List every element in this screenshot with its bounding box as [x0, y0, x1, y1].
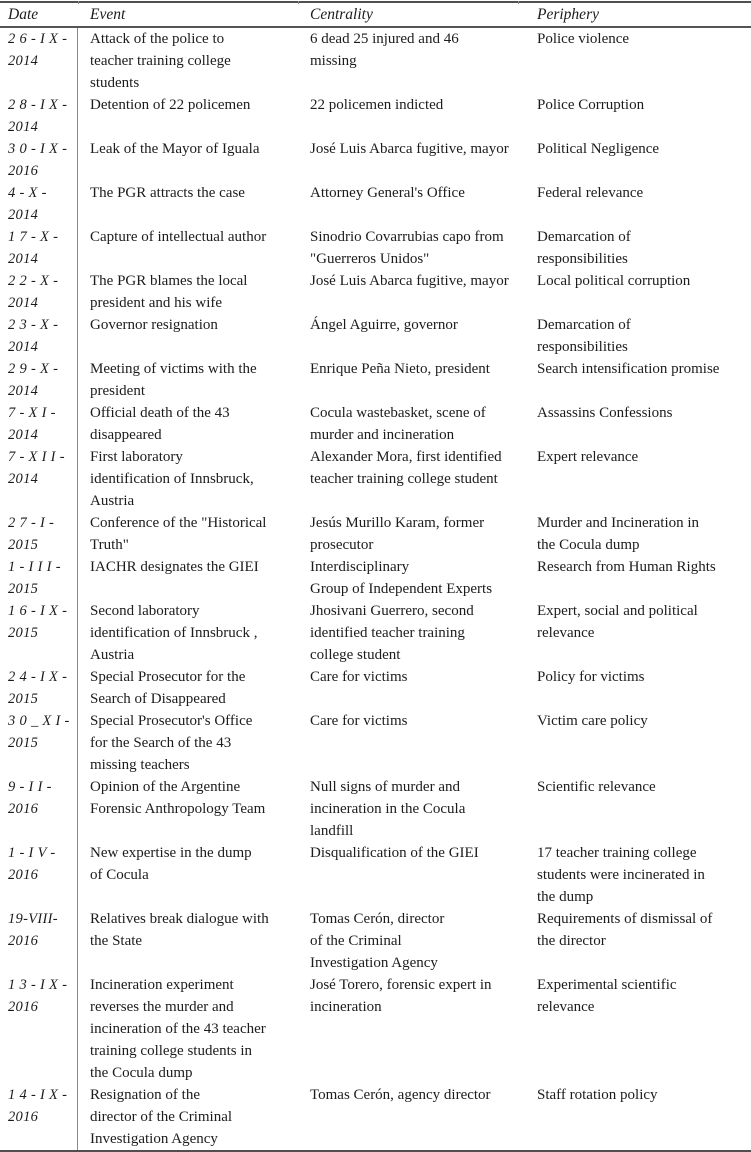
- date-cell: [0, 402, 78, 446]
- cell-line: of the Criminal: [310, 933, 402, 949]
- periphery-cell: [525, 556, 751, 600]
- periphery-cell: [525, 512, 751, 556]
- cell-line: 2014: [8, 207, 39, 223]
- event-cell: [78, 94, 298, 138]
- column-divider-tick: [78, 1, 79, 4]
- periphery-cell: [525, 666, 751, 710]
- cell-line: students were incinerated in: [537, 867, 705, 883]
- cell-line: Alexander Mora, first identified: [310, 449, 502, 465]
- cell-line: teacher training college: [90, 53, 231, 69]
- periphery-cell: [525, 908, 751, 974]
- date-cell: [0, 776, 78, 842]
- cell-line: 1 6 - I X -: [8, 603, 68, 619]
- table-header-row: [0, 3, 751, 28]
- event-cell: [78, 28, 298, 94]
- cell-line: 6 dead 25 injured and 46: [310, 31, 459, 47]
- cell-line: Group of Independent Experts: [310, 581, 493, 597]
- cell-line: 2 2 - X -: [8, 273, 59, 289]
- table-row: [0, 908, 751, 974]
- cell-line: identification of Innsbruck,: [90, 471, 254, 487]
- cell-line: Requirements of dismissal of: [537, 911, 713, 927]
- event-cell: [78, 842, 298, 908]
- cell-line: First laboratory: [90, 449, 183, 465]
- table-row: [0, 270, 751, 314]
- cell-line: 7 - X I I -: [8, 449, 65, 465]
- table-row: [0, 556, 751, 600]
- header-centrality: Centrality: [310, 6, 373, 23]
- table-row: [0, 512, 751, 556]
- event-cell: [78, 710, 298, 776]
- cell-line: Experimental scientific: [537, 977, 677, 993]
- cell-line: Expert, social and political: [537, 603, 698, 619]
- centrality-cell: [298, 314, 525, 358]
- cell-line: 3 0 _ X I -: [8, 713, 70, 729]
- cell-line: Opinion of the Argentine: [90, 779, 241, 795]
- date-cell: [0, 710, 78, 776]
- cell-line: 2016: [8, 801, 39, 817]
- centrality-cell: [298, 270, 525, 314]
- periphery-cell: [525, 226, 751, 270]
- event-cell: [78, 776, 298, 842]
- cell-line: Search of Disappeared: [90, 691, 226, 707]
- cell-line: Expert relevance: [537, 449, 639, 465]
- cell-line: 2016: [8, 867, 39, 883]
- cell-line: The PGR attracts the case: [90, 185, 245, 201]
- cell-line: 2015: [8, 691, 39, 707]
- cell-line: 2 9 - X -: [8, 361, 59, 377]
- event-cell: [78, 556, 298, 600]
- cell-line: college student: [310, 647, 401, 663]
- cell-line: 1 4 - I X -: [8, 1087, 68, 1103]
- cell-line: identified teacher training: [310, 625, 465, 641]
- cell-line: 3 0 - I X -: [8, 141, 68, 157]
- event-cell: [78, 314, 298, 358]
- date-cell: [0, 666, 78, 710]
- cell-line: 7 - X I -: [8, 405, 56, 421]
- cell-line: Ángel Aguirre, governor: [310, 317, 458, 333]
- table-row: [0, 776, 751, 842]
- cell-line: 1 - I I I -: [8, 559, 61, 575]
- centrality-cell: [298, 94, 525, 138]
- cell-line: Demarcation of: [537, 317, 631, 333]
- cell-line: teacher training college student: [310, 471, 498, 487]
- cell-line: for the Search of the 43: [90, 735, 232, 751]
- event-cell: [78, 512, 298, 556]
- cell-line: 2016: [8, 163, 39, 179]
- cell-line: responsibilities: [537, 339, 628, 355]
- centrality-cell: [298, 666, 525, 710]
- cell-line: 2 8 - I X -: [8, 97, 68, 113]
- cell-line: president and his wife: [90, 295, 223, 311]
- cell-line: 2016: [8, 999, 39, 1015]
- centrality-cell: [298, 600, 525, 666]
- table-row: [0, 974, 751, 1084]
- centrality-cell: [298, 908, 525, 974]
- cell-line: 2014: [8, 119, 39, 135]
- cell-line: Resignation of the: [90, 1087, 200, 1103]
- date-cell: [0, 842, 78, 908]
- table-row: [0, 314, 751, 358]
- cell-line: Disqualification of the GIEI: [310, 845, 479, 861]
- cell-line: Truth": [90, 537, 129, 553]
- event-cell: [78, 446, 298, 512]
- table-row: [0, 226, 751, 270]
- cell-line: Jhosivani Guerrero, second: [310, 603, 474, 619]
- periphery-cell: [525, 94, 751, 138]
- cell-line: Cocula wastebasket, scene of: [310, 405, 486, 421]
- column-divider-tick: [298, 1, 299, 4]
- date-cell: [0, 94, 78, 138]
- event-cell: [78, 600, 298, 666]
- cell-line: Assassins Confessions: [537, 405, 673, 421]
- periphery-cell: [525, 358, 751, 402]
- cell-line: murder and incineration: [310, 427, 455, 443]
- cell-line: Austria: [90, 493, 135, 509]
- cell-line: 17 teacher training college: [537, 845, 697, 861]
- cell-line: New expertise in the dump: [90, 845, 252, 861]
- header-periphery: Periphery: [537, 6, 599, 23]
- cell-line: 2014: [8, 427, 39, 443]
- cell-line: incineration: [310, 999, 382, 1015]
- date-cell: [0, 600, 78, 666]
- periphery-cell: [525, 842, 751, 908]
- cell-line: Care for victims: [310, 669, 408, 685]
- cell-line: "Guerreros Unidos": [310, 251, 430, 267]
- date-cell: [0, 556, 78, 600]
- centrality-cell: [298, 512, 525, 556]
- date-cell: [0, 908, 78, 974]
- periphery-cell: [525, 270, 751, 314]
- cell-line: 22 policemen indicted: [310, 97, 444, 113]
- cell-line: reverses the murder and: [90, 999, 234, 1015]
- table-row: [0, 94, 751, 138]
- cell-line: the Cocula dump: [90, 1065, 193, 1081]
- centrality-cell: [298, 138, 525, 182]
- date-cell: [0, 446, 78, 512]
- periphery-cell: [525, 446, 751, 512]
- cell-line: missing teachers: [90, 757, 190, 773]
- event-cell: [78, 226, 298, 270]
- cell-line: Scientific relevance: [537, 779, 656, 795]
- cell-line: Forensic Anthropology Team: [90, 801, 266, 817]
- table-row: [0, 138, 751, 182]
- cell-line: 2015: [8, 735, 39, 751]
- cell-line: training college students in: [90, 1043, 253, 1059]
- cell-line: Interdisciplinary: [310, 559, 410, 575]
- table-row: [0, 28, 751, 94]
- cell-line: Demarcation of: [537, 229, 631, 245]
- event-cell: [78, 138, 298, 182]
- header-date: Date: [8, 6, 39, 23]
- event-cell: [78, 182, 298, 226]
- cell-line: 19-VIII-: [8, 911, 58, 927]
- cell-line: 2016: [8, 1109, 39, 1125]
- event-cell: [78, 666, 298, 710]
- event-cell: [78, 402, 298, 446]
- cell-line: Leak of the Mayor of Iguala: [90, 141, 260, 157]
- cell-line: identification of Innsbruck ,: [90, 625, 258, 641]
- cell-line: 2015: [8, 581, 39, 597]
- cell-line: Jesús Murillo Karam, former: [310, 515, 485, 531]
- periphery-cell: [525, 1084, 751, 1150]
- cell-line: the Cocula dump: [537, 537, 640, 553]
- centrality-cell: [298, 1084, 525, 1150]
- cell-line: 2015: [8, 625, 39, 641]
- header-event: Event: [90, 6, 126, 23]
- date-cell: [0, 270, 78, 314]
- cell-line: the State: [90, 933, 143, 949]
- cell-line: Detention of 22 policemen: [90, 97, 251, 113]
- event-cell: [78, 358, 298, 402]
- centrality-cell: [298, 182, 525, 226]
- cell-line: Local political corruption: [537, 273, 691, 289]
- cell-line: Victim care policy: [537, 713, 648, 729]
- periphery-cell: [525, 138, 751, 182]
- cell-line: of Cocula: [90, 867, 149, 883]
- cell-line: relevance: [537, 625, 595, 641]
- cell-line: 2014: [8, 53, 39, 69]
- table-row: [0, 600, 751, 666]
- periphery-cell: [525, 776, 751, 842]
- periphery-cell: [525, 182, 751, 226]
- table-row: [0, 842, 751, 908]
- event-cell: [78, 908, 298, 974]
- cell-line: Official death of the 43: [90, 405, 230, 421]
- cell-line: Staff rotation policy: [537, 1087, 658, 1103]
- cell-line: prosecutor: [310, 537, 374, 553]
- date-cell: [0, 314, 78, 358]
- cell-line: Federal relevance: [537, 185, 644, 201]
- column-divider-tick: [518, 1, 519, 4]
- cell-line: 2 3 - X -: [8, 317, 59, 333]
- cell-line: Care for victims: [310, 713, 408, 729]
- cell-line: missing: [310, 53, 357, 69]
- cell-line: Investigation Agency: [310, 955, 438, 971]
- cell-line: José Torero, forensic expert in: [310, 977, 492, 993]
- centrality-cell: [298, 974, 525, 1084]
- centrality-cell: [298, 710, 525, 776]
- cell-line: Political Negligence: [537, 141, 660, 157]
- cell-line: 2 7 - I -: [8, 515, 55, 531]
- event-cell: [78, 974, 298, 1084]
- cell-line: 1 - I V -: [8, 845, 56, 861]
- cell-line: Special Prosecutor's Office: [90, 713, 253, 729]
- cell-line: Enrique Peña Nieto, president: [310, 361, 490, 377]
- cell-line: Sinodrio Covarrubias capo from: [310, 229, 504, 245]
- table-row: [0, 402, 751, 446]
- cell-line: Relatives break dialogue with: [90, 911, 269, 927]
- events-table: [0, 1, 751, 1152]
- cell-line: responsibilities: [537, 251, 628, 267]
- centrality-cell: [298, 358, 525, 402]
- periphery-cell: [525, 402, 751, 446]
- date-cell: [0, 974, 78, 1084]
- cell-line: 2014: [8, 251, 39, 267]
- cell-line: director of the Criminal: [90, 1109, 233, 1125]
- cell-line: 4 - X -: [8, 185, 47, 201]
- date-cell: [0, 358, 78, 402]
- table: [0, 1, 751, 1152]
- cell-line: Governor resignation: [90, 317, 218, 333]
- cell-line: relevance: [537, 999, 595, 1015]
- cell-line: IACHR designates the GIEI: [90, 559, 259, 575]
- cell-line: 2014: [8, 339, 39, 355]
- centrality-cell: [298, 446, 525, 512]
- date-cell: [0, 28, 78, 94]
- periphery-cell: [525, 974, 751, 1084]
- periphery-cell: [525, 314, 751, 358]
- cell-line: José Luis Abarca fugitive, mayor: [310, 141, 509, 157]
- cell-line: Austria: [90, 647, 135, 663]
- cell-line: Tomas Cerón, agency director: [310, 1087, 491, 1103]
- table-row: [0, 182, 751, 226]
- cell-line: 2014: [8, 295, 39, 311]
- cell-line: Murder and Incineration in: [537, 515, 700, 531]
- cell-line: Police violence: [537, 31, 630, 47]
- cell-line: Attorney General's Office: [310, 185, 465, 201]
- cell-line: 2014: [8, 383, 39, 399]
- cell-line: 9 - I I -: [8, 779, 52, 795]
- cell-line: José Luis Abarca fugitive, mayor: [310, 273, 509, 289]
- cell-line: incineration in the Cocula: [310, 801, 466, 817]
- cell-line: Incineration experiment: [90, 977, 234, 993]
- table-row: [0, 358, 751, 402]
- cell-line: Search intensification promise: [537, 361, 720, 377]
- event-cell: [78, 1084, 298, 1150]
- cell-line: the dump: [537, 889, 594, 905]
- cell-line: incineration of the 43 teacher: [90, 1021, 266, 1037]
- table-row: [0, 666, 751, 710]
- date-cell: [0, 226, 78, 270]
- cell-line: 1 3 - I X -: [8, 977, 68, 993]
- cell-line: The PGR blames the local: [90, 273, 248, 289]
- cell-line: Police Corruption: [537, 97, 645, 113]
- table-row: [0, 1084, 751, 1150]
- cell-line: Attack of the police to: [90, 31, 225, 47]
- centrality-cell: [298, 402, 525, 446]
- date-cell: [0, 138, 78, 182]
- cell-line: Second laboratory: [90, 603, 200, 619]
- cell-line: landfill: [310, 823, 354, 839]
- table-row: [0, 710, 751, 776]
- cell-line: Investigation Agency: [90, 1131, 218, 1147]
- centrality-cell: [298, 28, 525, 94]
- cell-line: 2016: [8, 933, 39, 949]
- cell-line: disappeared: [90, 427, 162, 443]
- date-cell: [0, 512, 78, 556]
- cell-line: Meeting of victims with the: [90, 361, 257, 377]
- date-cell: [0, 1084, 78, 1150]
- periphery-cell: [525, 600, 751, 666]
- cell-line: Conference of the "Historical: [90, 515, 267, 531]
- cell-line: 2014: [8, 471, 39, 487]
- cell-line: Tomas Cerón, director: [310, 911, 445, 927]
- cell-line: Policy for victims: [537, 669, 645, 685]
- cell-line: president: [90, 383, 145, 399]
- cell-line: the director: [537, 933, 606, 949]
- cell-line: Research from Human Rights: [537, 559, 716, 575]
- centrality-cell: [298, 842, 525, 908]
- cell-line: Capture of intellectual author: [90, 229, 267, 245]
- table-body: [0, 28, 751, 1150]
- cell-line: students: [90, 75, 140, 91]
- table-row: [0, 446, 751, 512]
- cell-line: 2 6 - I X -: [8, 31, 68, 47]
- event-cell: [78, 270, 298, 314]
- centrality-cell: [298, 776, 525, 842]
- periphery-cell: [525, 710, 751, 776]
- centrality-cell: [298, 226, 525, 270]
- date-cell: [0, 182, 78, 226]
- cell-line: 1 7 - X -: [8, 229, 59, 245]
- cell-line: Null signs of murder and: [310, 779, 460, 795]
- cell-line: 2 4 - I X -: [8, 669, 68, 685]
- cell-line: Special Prosecutor for the: [90, 669, 246, 685]
- periphery-cell: [525, 28, 751, 94]
- cell-line: 2015: [8, 537, 39, 553]
- centrality-cell: [298, 556, 525, 600]
